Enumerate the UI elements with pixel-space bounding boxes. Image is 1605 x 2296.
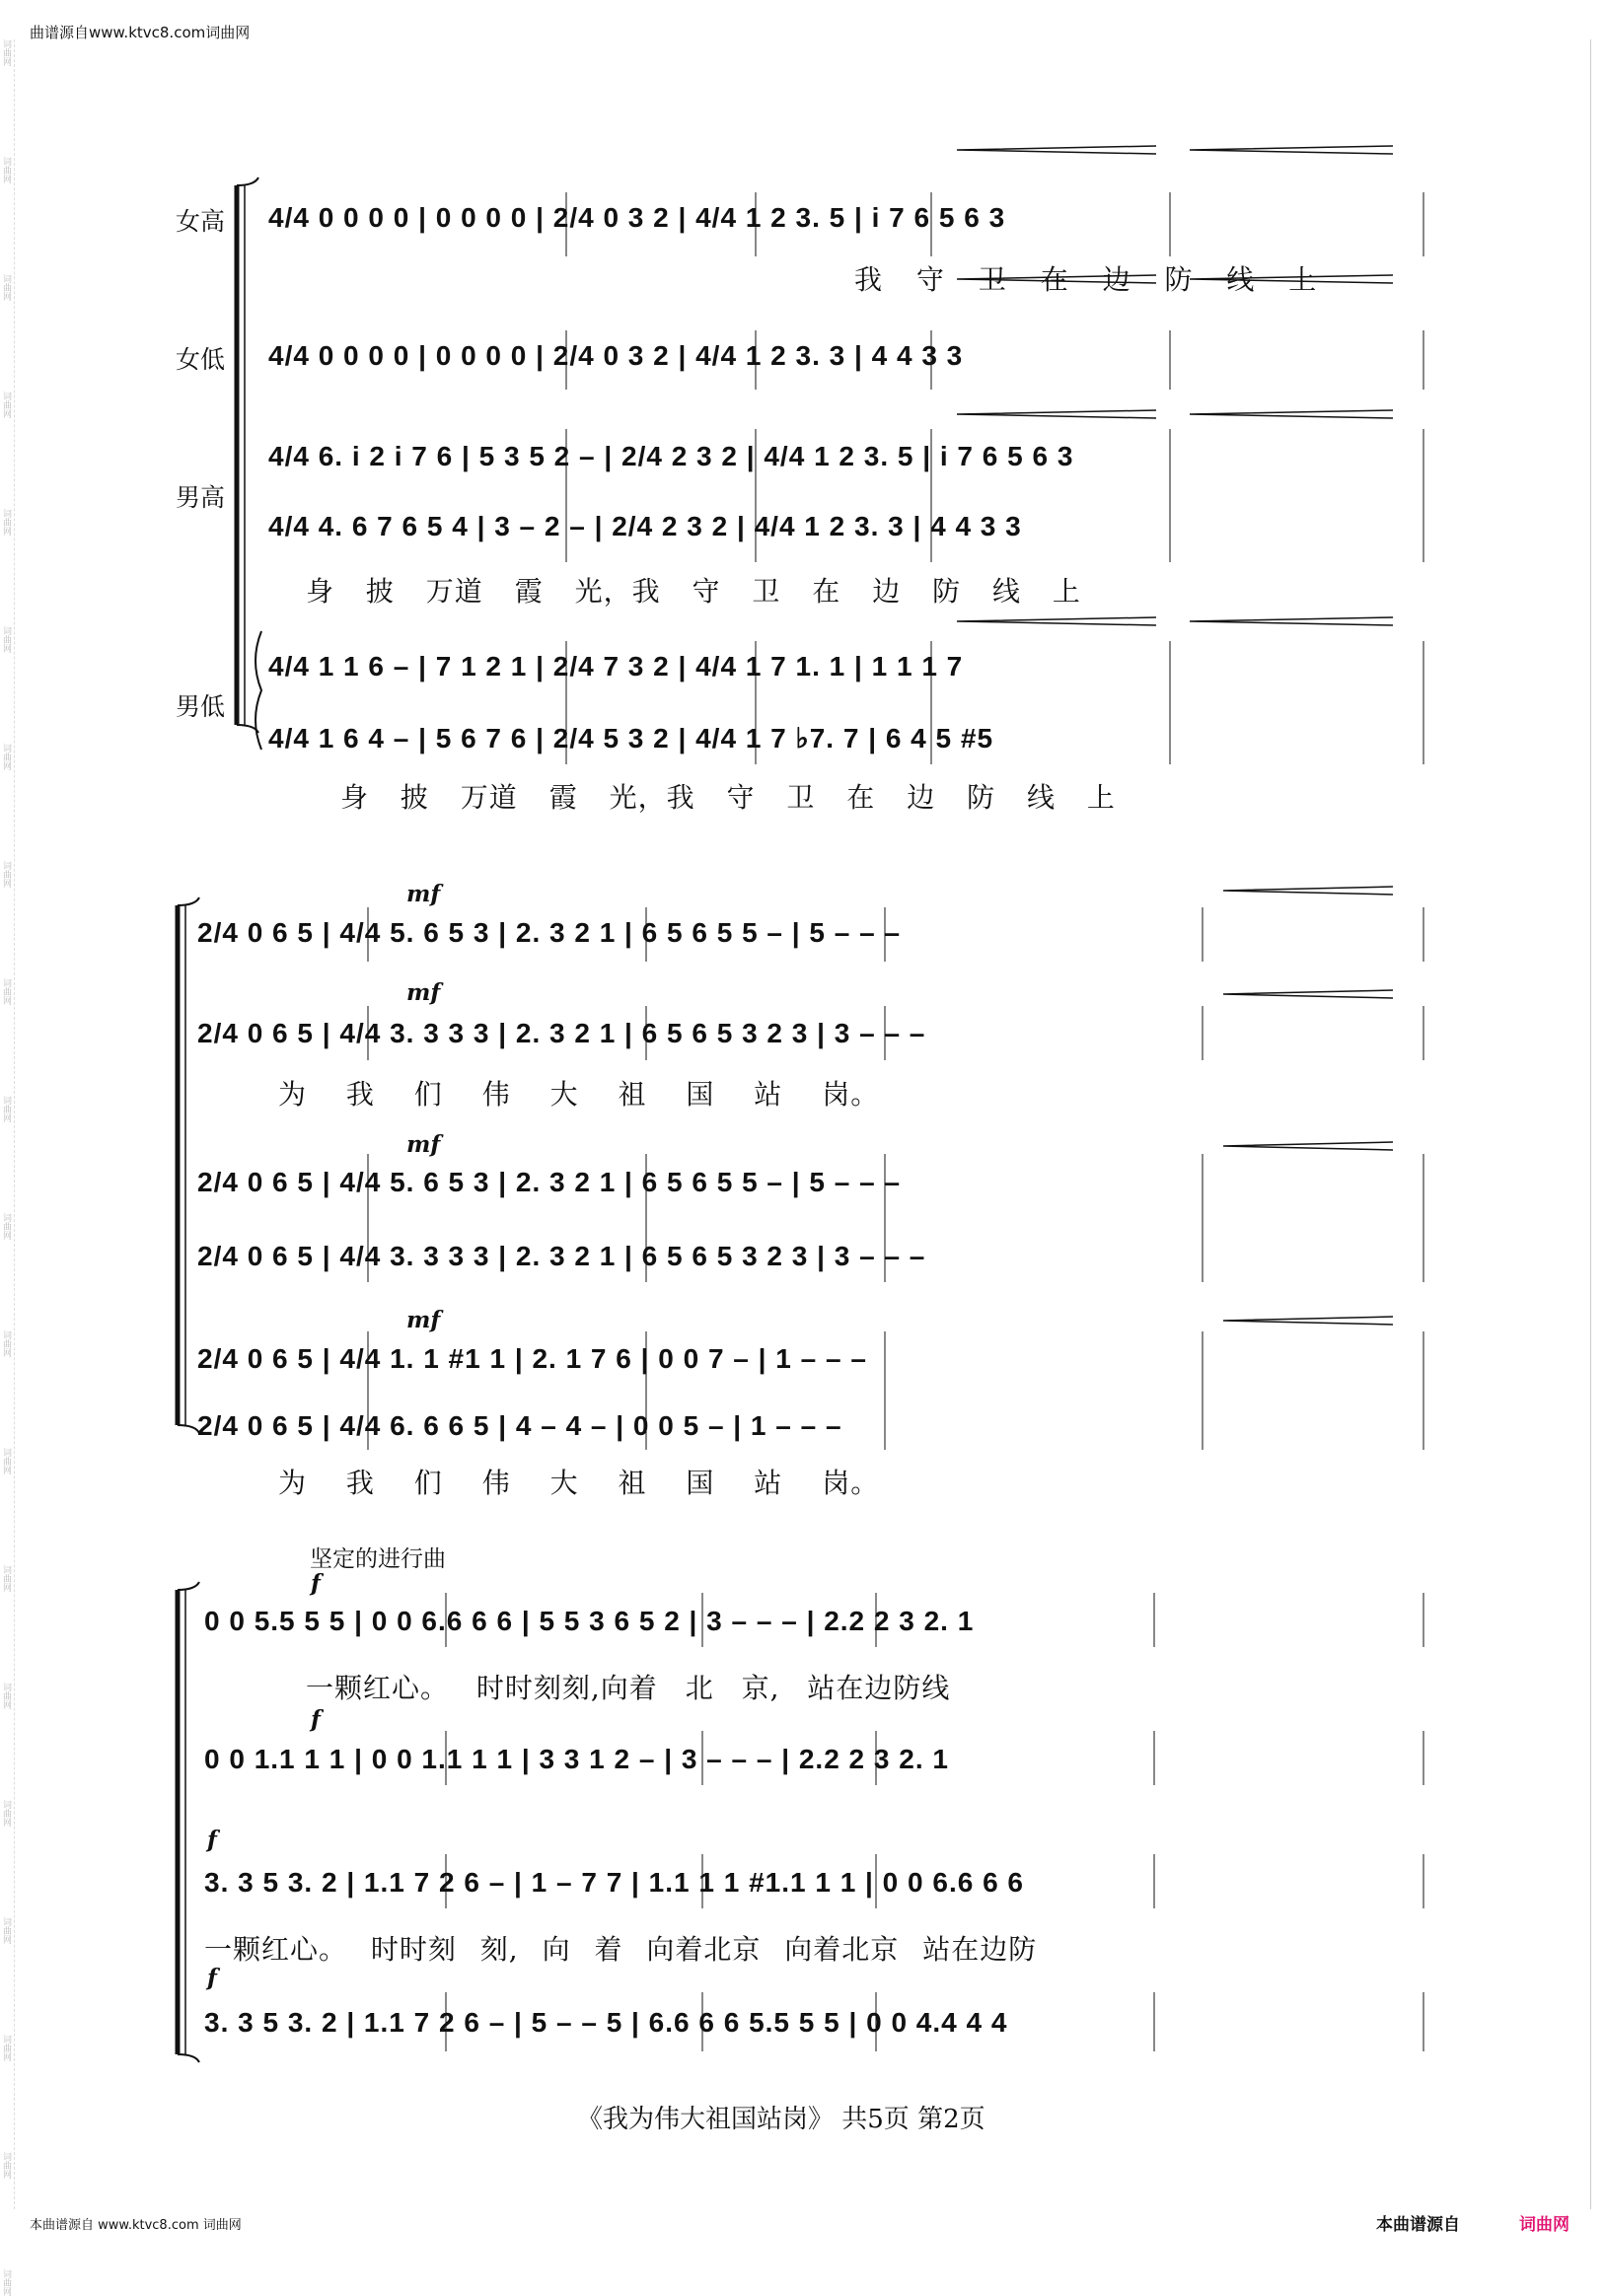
watermark-text: 词曲网 xyxy=(1,39,11,66)
watermark-text: 词曲网 xyxy=(1,1448,11,1474)
watermark-text: 词曲网 xyxy=(1,392,11,418)
notation-row: 4/4 1 6 4 – | 5 6 7 6 | 2/4 5 3 2 | 4/4 1 7 ♭7. 7 | 6 4 5 #5 xyxy=(268,723,994,753)
dynamic-mark: mf xyxy=(406,1307,441,1333)
notation-row: 4/4 1 1 6 – | 7 1 2 1 | 2/4 7 3 2 | 4/4 1 7 1. 1 | 1 1 1 7 xyxy=(268,651,964,682)
notation-row: 2/4 0 6 5 | 4/4 5. 6 5 3 | 2. 3 2 1 | 6 5 6 5 5 – | 5 – – – xyxy=(197,1167,902,1197)
notation-row: 0 0 5.5 5 5 | 0 0 6.6 6 6 | 5 5 3 6 5 2 | 3 – – – | 2.2 2 3 2. 1 xyxy=(204,1606,975,1636)
lyric-line: 一颗红心。 时时刻 刻, 向 着 向着北京 向着北京 站在边防 xyxy=(204,1933,1038,1966)
notation-row: 4/4 0 0 0 0 | 0 0 0 0 | 2/4 0 3 2 | 4/4 1 2 3. 3 | 4 4 3 3 xyxy=(268,340,964,371)
dynamic-mark: f xyxy=(207,1965,217,1991)
watermark-text: 词曲网 xyxy=(1,1683,11,1709)
notation-row: 2/4 0 6 5 | 4/4 3. 3 3 3 | 2. 3 2 1 | 6 5 6 5 3 2 3 | 3 – – – xyxy=(197,1241,926,1271)
watermark-text: 词曲网 xyxy=(1,2269,11,2296)
voice-label-alto: 女低 xyxy=(176,345,226,374)
notation-row: 0 0 1.1 1 1 | 0 0 1.1 1 1 | 3 3 1 2 – | 3 – – – | 2.2 2 3 2. 1 xyxy=(204,1744,949,1774)
watermark-text: 词曲网 xyxy=(1,1917,11,1944)
footer-logo-text: 词曲网 xyxy=(1519,2215,1569,2235)
notation-row: 2/4 0 6 5 | 4/4 5. 6 5 3 | 2. 3 2 1 | 6 5 6 5 5 – | 5 – – – xyxy=(197,917,902,948)
voice-label-tenor: 男高 xyxy=(176,483,226,512)
notation-row: 3. 3 5 3. 2 | 1.1 7 2 6 – | 1 – 7 7 | 1.1 1 1 #1.1 1 1 | 0 0 6.6 6 6 xyxy=(204,1867,1024,1898)
watermark-text: 词曲网 xyxy=(1,744,11,770)
watermark-text: 词曲网 xyxy=(1,861,11,888)
tempo-marking: 坚定的进行曲 xyxy=(310,1546,446,1572)
source-header: 曲谱源自www.ktvc8.com词曲网 xyxy=(30,24,251,41)
watermark-text: 词曲网 xyxy=(1,1330,11,1357)
lyric-line: 为 我 们 伟 大 祖 国 站 岗。 xyxy=(278,1467,880,1499)
lyric-line: 一颗红心。 时时刻刻,向着 北 京, 站在边防线 xyxy=(306,1672,951,1704)
lyric-line: 我 守 卫 在 边 防 线 上 xyxy=(854,263,1318,296)
watermark-text: 词曲网 xyxy=(1,626,11,653)
notation-row: 4/4 4. 6 7 6 5 4 | 3 – 2 – | 2/4 2 3 2 | 4/4 1 2 3. 3 | 4 4 3 3 xyxy=(268,511,1022,541)
footer-source-right: 本曲谱源自 xyxy=(1376,2215,1460,2235)
notation-row: 2/4 0 6 5 | 4/4 1. 1 #1 1 | 2. 1 7 6 | 0 0 7 – | 1 – – – xyxy=(197,1343,867,1374)
lyric-line: 身 披 万道 霞 光，我 守 卫 在 边 防 线 上 xyxy=(340,781,1116,814)
watermark-text: 词曲网 xyxy=(1,1565,11,1592)
page-footer: 《我为伟大祖国站岗》 共5页 第2页 xyxy=(577,2105,985,2134)
watermark-text: 词曲网 xyxy=(1,1096,11,1122)
watermark-text: 词曲网 xyxy=(1,2035,11,2061)
watermark-text: 词曲网 xyxy=(1,157,11,183)
watermark-text: 词曲网 xyxy=(1,509,11,536)
notation-row: 4/4 0 0 0 0 | 0 0 0 0 | 2/4 0 3 2 | 4/4 1 2 3. 5 | i 7 6 5 6 3 xyxy=(268,202,1006,233)
watermark-text: 词曲网 xyxy=(1,1213,11,1240)
dynamic-mark: mf xyxy=(406,979,441,1006)
voice-label-soprano: 女高 xyxy=(176,207,226,236)
watermark-text: 词曲网 xyxy=(1,978,11,1005)
dynamic-mark: mf xyxy=(406,881,441,907)
watermark-text: 词曲网 xyxy=(1,274,11,301)
dynamic-mark: mf xyxy=(406,1131,441,1158)
lyric-line: 身 披 万道 霞 光，我 守 卫 在 边 防 线 上 xyxy=(306,575,1081,608)
watermark-text: 词曲网 xyxy=(1,1800,11,1827)
notation-row: 2/4 0 6 5 | 4/4 6. 6 6 5 | 4 – 4 – | 0 0 5 – | 1 – – – xyxy=(197,1410,842,1441)
notation-row: 3. 3 5 3. 2 | 1.1 7 2 6 – | 5 – – 5 | 6.6 6 6 5.5 5 5 | 0 0 4.4 4 4 xyxy=(204,2007,1008,2038)
notation-row: 2/4 0 6 5 | 4/4 3. 3 3 3 | 2. 3 2 1 | 6 5 6 5 3 2 3 | 3 – – – xyxy=(197,1018,926,1048)
voice-label-bass: 男低 xyxy=(176,692,226,721)
footer-source-left: 本曲谱源自 www.ktvc8.com 词曲网 xyxy=(30,2218,242,2233)
dynamic-mark: f xyxy=(311,1570,321,1597)
dynamic-mark: f xyxy=(311,1706,321,1733)
notation-row: 4/4 6. i 2 i 7 6 | 5 3 5 2 – | 2/4 2 3 2 | 4/4 1 2 3. 5 | i 7 6 5 6 3 xyxy=(268,441,1074,471)
watermark-text: 词曲网 xyxy=(1,2152,11,2179)
dynamic-mark: f xyxy=(207,1827,217,1853)
lyric-line: 为 我 们 伟 大 祖 国 站 岗。 xyxy=(278,1078,880,1111)
